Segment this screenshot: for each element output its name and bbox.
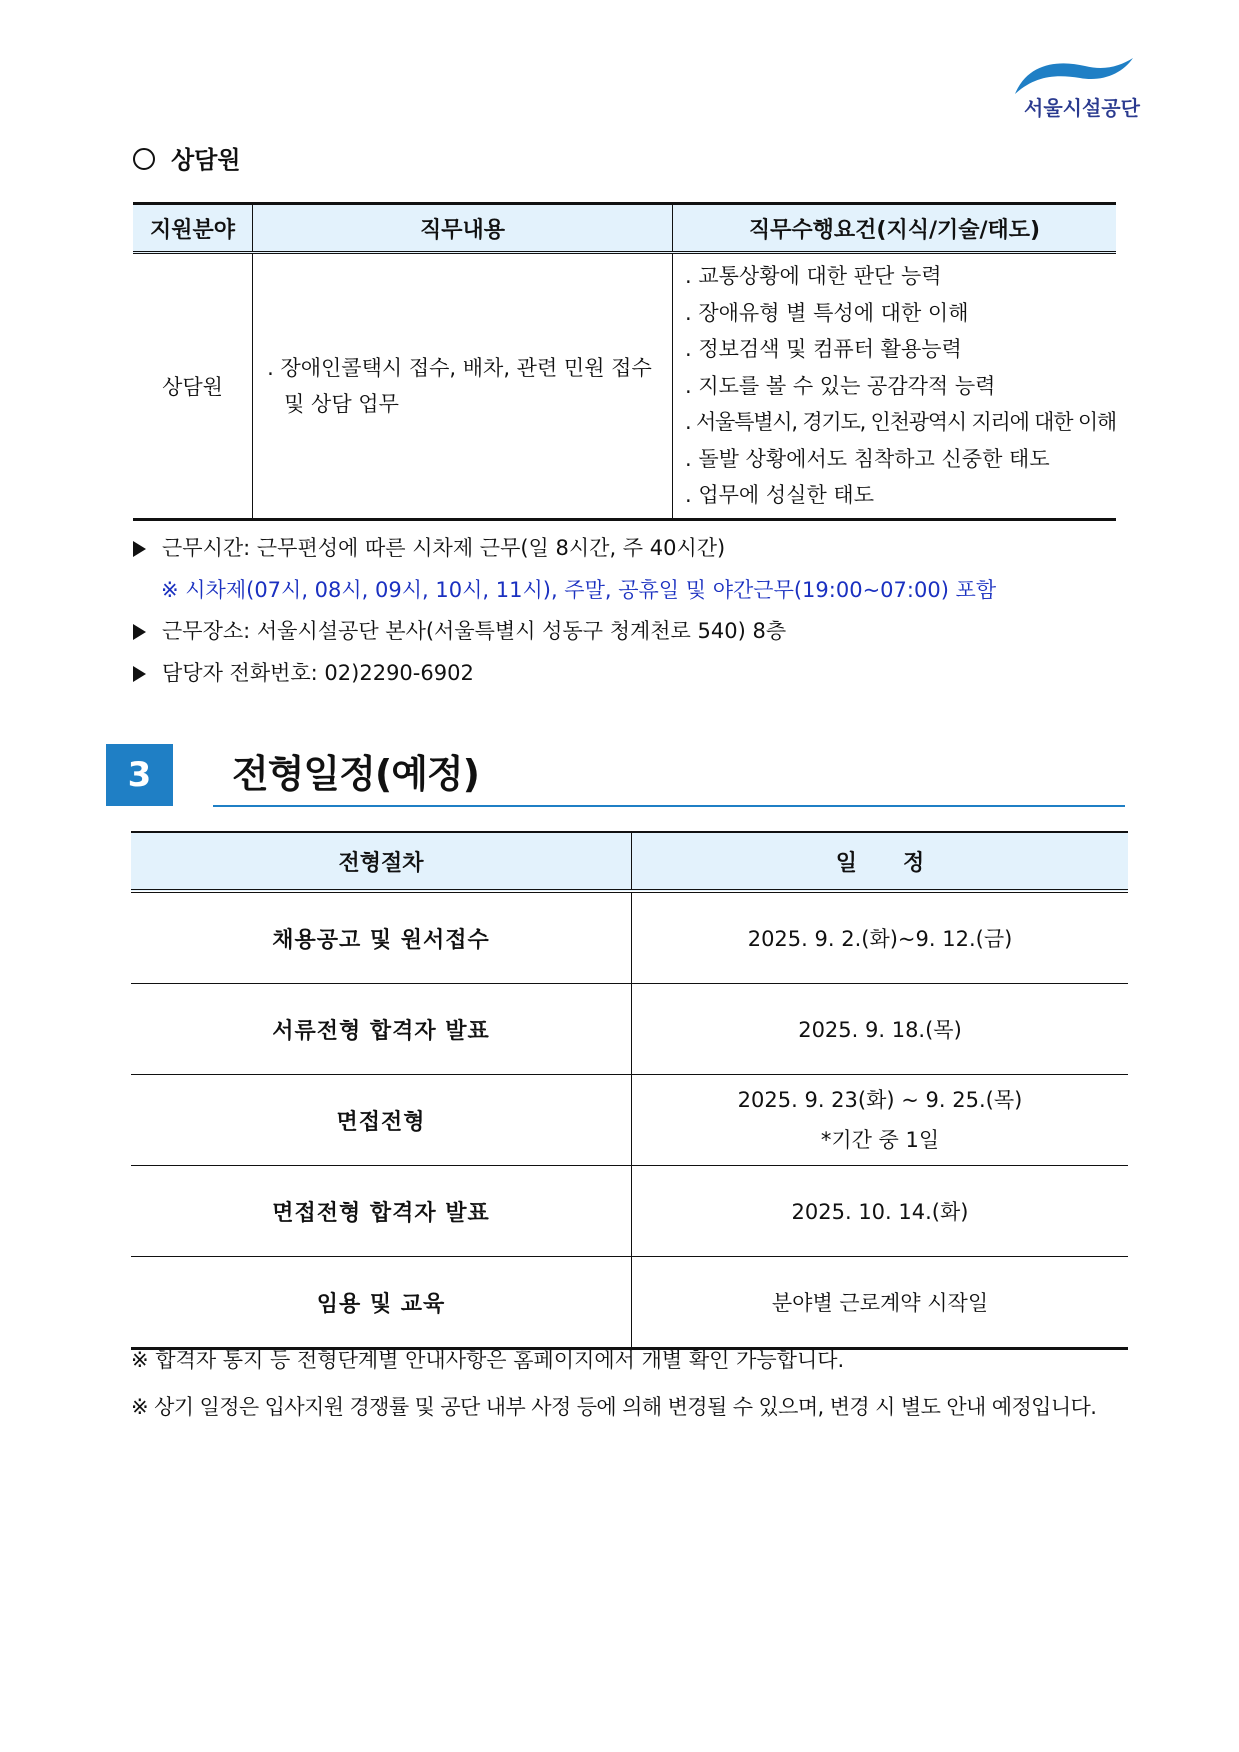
work-place-text: 근무장소: 서울시설공단 본사(서울특별시 성동구 청계천로 540) 8층 [162, 619, 787, 643]
table-row [133, 253, 1116, 520]
header-requirements: 직무수행요건(지식/기술/태도) [673, 204, 1117, 253]
duty-line: 및 상담 업무 [284, 391, 399, 416]
section-title: 전형일정(예정) [232, 752, 479, 796]
date-cell [632, 1075, 1129, 1166]
requirement-item: . 돌발 상황에서도 침착하고 신중한 태도 [685, 446, 1050, 471]
cell-requirements [673, 253, 1117, 520]
header-step: 전형절차 [131, 832, 632, 891]
step-cell: 채용공고 및 원서접수 [131, 891, 632, 984]
cell-field: 상담원 [133, 253, 253, 520]
date-cell: 2025. 9. 2.(화)~9. 12.(금) [632, 891, 1129, 984]
date-cell: 분야별 근로계약 시작일 [632, 1257, 1129, 1349]
requirement-item: . 정보검색 및 컴퓨터 활용능력 [685, 337, 962, 361]
note-item: ※ 합격자 통지 등 전형단계별 안내사항은 홈페이지에서 개별 확인 가능합니다. [131, 1348, 845, 1372]
table-row [131, 984, 1128, 1075]
company-logo [1010, 52, 1140, 126]
date-cell: 2025. 10. 14.(화) [632, 1166, 1129, 1257]
schedule-notes [131, 1337, 1096, 1431]
work-hours-note: ※ 시차제(07시, 08시, 09시, 10시, 11시), 주말, 공휴일 및 야간근무(19:00~07:00) 포함 [161, 577, 997, 602]
requirement-item: . 교통상황에 대한 판단 능력 [685, 264, 942, 288]
table-row [131, 1257, 1128, 1349]
step-cell: 면접전형 합격자 발표 [131, 1166, 632, 1257]
duty-line: . 장애인콜택시 접수, 배차, 관련 민원 접수 [267, 355, 652, 380]
section-underline [213, 805, 1125, 807]
table-row [131, 1075, 1128, 1166]
date-subnote: *기간 중 1일 [820, 1128, 940, 1152]
circle-bullet-icon [133, 148, 155, 170]
triangle-bullet-icon [133, 666, 146, 682]
list-item [133, 611, 996, 653]
table-header-row [131, 832, 1128, 891]
section-heading-text: 상담원 [171, 146, 241, 174]
triangle-bullet-icon [133, 624, 146, 640]
section-number-badge: 3 [106, 744, 173, 806]
header-duty: 직무내용 [253, 204, 673, 253]
date-text: 2025. 9. 23(화) ~ 9. 25.(목) [737, 1088, 1023, 1112]
cell-duty [253, 253, 673, 520]
work-hours-text: 근무시간: 근무편성에 따른 시차제 근무(일 8시간, 주 40시간) [162, 536, 726, 560]
header-field: 지원분야 [133, 204, 253, 253]
header-date: 일 정 [632, 832, 1129, 891]
requirement-item: . 지도를 볼 수 있는 공감각적 능력 [685, 373, 996, 398]
requirement-item: . 서울특별시, 경기도, 인천광역시 지리에 대한 이해 [685, 410, 1116, 434]
table-header-row [133, 204, 1116, 253]
step-cell: 임용 및 교육 [131, 1257, 632, 1349]
table-row [131, 891, 1128, 984]
logo-text: 서울시설공단 [1024, 96, 1140, 120]
table-row [131, 1166, 1128, 1257]
list-item [133, 653, 996, 695]
work-info-list [133, 528, 996, 694]
schedule-table [131, 831, 1128, 1350]
job-description-table [133, 202, 1116, 521]
triangle-bullet-icon [133, 541, 146, 557]
contact-text: 담당자 전화번호: 02)2290-6902 [162, 660, 474, 685]
note-item: ※ 상기 일정은 입사지원 경쟁률 및 공단 내부 사정 등에 의해 변경될 수 있으며, 변경 시 별도 안내 예정입니다. [131, 1395, 1097, 1419]
requirement-item: . 업무에 성실한 태도 [685, 483, 874, 507]
list-item [133, 528, 996, 570]
step-cell: 면접전형 [131, 1075, 632, 1166]
step-cell: 서류전형 합격자 발표 [131, 984, 632, 1075]
section-heading-counselor [133, 140, 241, 175]
date-cell: 2025. 9. 18.(목) [632, 984, 1129, 1075]
requirement-item: . 장애유형 별 특성에 대한 이해 [685, 300, 969, 325]
